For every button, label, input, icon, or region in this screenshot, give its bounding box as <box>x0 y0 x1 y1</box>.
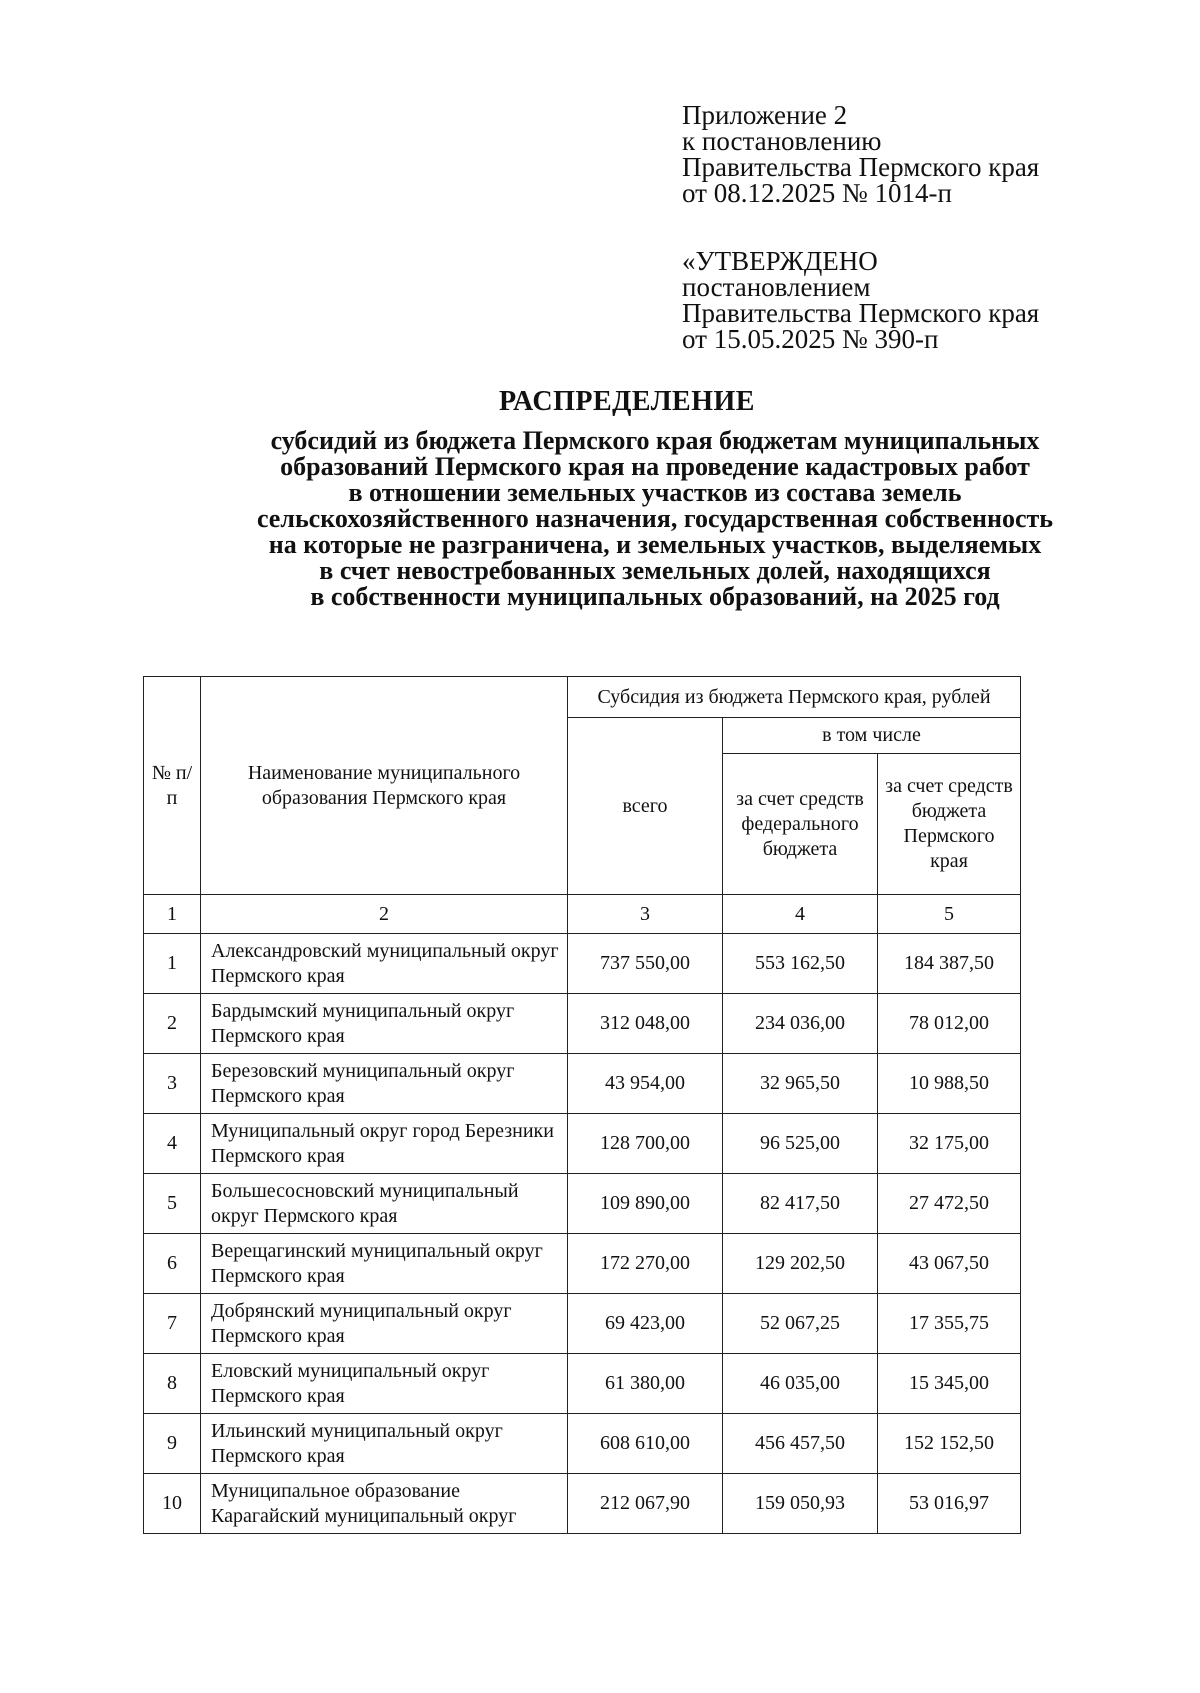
approved-line: от 15.05.2025 № 390-п <box>682 324 939 354</box>
attachment-line: Правительства Пермского края <box>682 152 1040 182</box>
row-no: 2 <box>144 994 201 1054</box>
row-no: 1 <box>144 934 201 994</box>
approved-line: «УТВЕРЖДЕНО <box>682 246 878 276</box>
table-header-row <box>144 677 1021 718</box>
header-federal: за счет средств федерального бюджета <box>723 754 878 895</box>
row-name: Добрянский муниципальный округ Пермского края <box>201 1294 568 1354</box>
row-regional: 43 067,50 <box>878 1234 1021 1294</box>
row-total: 61 380,00 <box>568 1354 723 1414</box>
row-total: 608 610,00 <box>568 1414 723 1474</box>
table-row <box>144 1174 1021 1234</box>
row-federal: 159 050,93 <box>723 1474 878 1534</box>
column-number: 5 <box>878 895 1021 934</box>
row-regional: 152 152,50 <box>878 1414 1021 1474</box>
row-regional: 10 988,50 <box>878 1054 1021 1114</box>
document-subtitle <box>150 428 1160 610</box>
subtitle-line: в собственности муниципальных образований, на 2025 год <box>310 582 1000 611</box>
row-total: 43 954,00 <box>568 1054 723 1114</box>
row-name: Березовский муниципальный округ Пермского края <box>201 1054 568 1114</box>
subtitle-line: образований Пермского края на проведение кадастровых работ <box>280 452 1030 481</box>
row-regional: 53 016,97 <box>878 1474 1021 1534</box>
table-row <box>144 1414 1021 1474</box>
row-no: 7 <box>144 1294 201 1354</box>
header-subsidy: Субсидия из бюджета Пермского края, рублей <box>568 677 1021 718</box>
row-name: Верещагинский муниципальный округ Пермского края <box>201 1234 568 1294</box>
row-total: 172 270,00 <box>568 1234 723 1294</box>
row-total: 212 067,90 <box>568 1474 723 1534</box>
header-no: № п/п <box>144 677 201 895</box>
row-total: 312 048,00 <box>568 994 723 1054</box>
approved-line: постановлением <box>682 272 871 302</box>
table-row <box>144 1054 1021 1114</box>
row-name: Александровский муниципальный округ Пермского края <box>201 934 568 994</box>
column-number: 3 <box>568 895 723 934</box>
column-number: 1 <box>144 895 201 934</box>
row-federal: 553 162,50 <box>723 934 878 994</box>
row-no: 9 <box>144 1414 201 1474</box>
approved-line: Правительства Пермского края <box>682 298 1040 328</box>
header-including: в том числе <box>723 718 1021 754</box>
column-number: 4 <box>723 895 878 934</box>
row-federal: 52 067,25 <box>723 1294 878 1354</box>
attachment-line: к постановлению <box>682 126 882 156</box>
row-no: 10 <box>144 1474 201 1534</box>
row-name: Муниципальный округ город Березники Пермского края <box>201 1114 568 1174</box>
row-name: Еловский муниципальный округ Пермского края <box>201 1354 568 1414</box>
row-no: 4 <box>144 1114 201 1174</box>
row-total: 69 423,00 <box>568 1294 723 1354</box>
column-number: 2 <box>201 895 568 934</box>
table-row <box>144 934 1021 994</box>
row-total: 737 550,00 <box>568 934 723 994</box>
row-federal: 82 417,50 <box>723 1174 878 1234</box>
subtitle-line: сельскохозяйственного назначения, государственная собственность <box>256 504 1054 533</box>
distribution-table <box>143 676 1021 1534</box>
table-row <box>144 994 1021 1054</box>
row-no: 8 <box>144 1354 201 1414</box>
column-number-row <box>144 895 1021 934</box>
row-no: 3 <box>144 1054 201 1114</box>
header-name: Наименование муниципального образования Пермского края <box>201 677 568 895</box>
row-no: 6 <box>144 1234 201 1294</box>
row-name: Бардымский муниципальный округ Пермского края <box>201 994 568 1054</box>
row-federal: 96 525,00 <box>723 1114 878 1174</box>
attachment-line: от 08.12.2025 № 1014-п <box>682 178 952 208</box>
table-row <box>144 1294 1021 1354</box>
row-name: Муниципальное образование Карагайский муниципальный округ <box>201 1474 568 1534</box>
table-row <box>144 1234 1021 1294</box>
row-regional: 17 355,75 <box>878 1294 1021 1354</box>
row-federal: 129 202,50 <box>723 1234 878 1294</box>
header-regional: за счет средств бюджета Пермского края <box>878 754 1021 895</box>
row-federal: 32 965,50 <box>723 1054 878 1114</box>
row-regional: 78 012,00 <box>878 994 1021 1054</box>
subtitle-line: субсидий из бюджета Пермского края бюджетам муниципальных <box>270 426 1040 455</box>
row-regional: 15 345,00 <box>878 1354 1021 1414</box>
row-federal: 46 035,00 <box>723 1354 878 1414</box>
row-regional: 32 175,00 <box>878 1114 1021 1174</box>
subtitle-line: в отношении земельных участков из состава земель <box>348 478 962 507</box>
document-title: РАСПРЕДЕЛЕНИЕ <box>499 386 755 417</box>
table-row <box>144 1114 1021 1174</box>
subtitle-line: в счет невостребованных земельных долей, находящихся <box>319 556 991 585</box>
approved-block <box>682 248 1039 352</box>
header-total: всего <box>568 718 723 895</box>
row-regional: 184 387,50 <box>878 934 1021 994</box>
row-federal: 456 457,50 <box>723 1414 878 1474</box>
row-federal: 234 036,00 <box>723 994 878 1054</box>
row-regional: 27 472,50 <box>878 1174 1021 1234</box>
table-row <box>144 1474 1021 1534</box>
attachment-line: Приложение 2 <box>682 100 848 130</box>
subtitle-line: на которые не разграничена, и земельных участков, выделяемых <box>268 530 1042 559</box>
attachment-block <box>682 102 1039 206</box>
table-row <box>144 1354 1021 1414</box>
row-total: 109 890,00 <box>568 1174 723 1234</box>
row-total: 128 700,00 <box>568 1114 723 1174</box>
row-name: Большесосновский муниципальный округ Пермского края <box>201 1174 568 1234</box>
row-no: 5 <box>144 1174 201 1234</box>
row-name: Ильинский муниципальный округ Пермского края <box>201 1414 568 1474</box>
